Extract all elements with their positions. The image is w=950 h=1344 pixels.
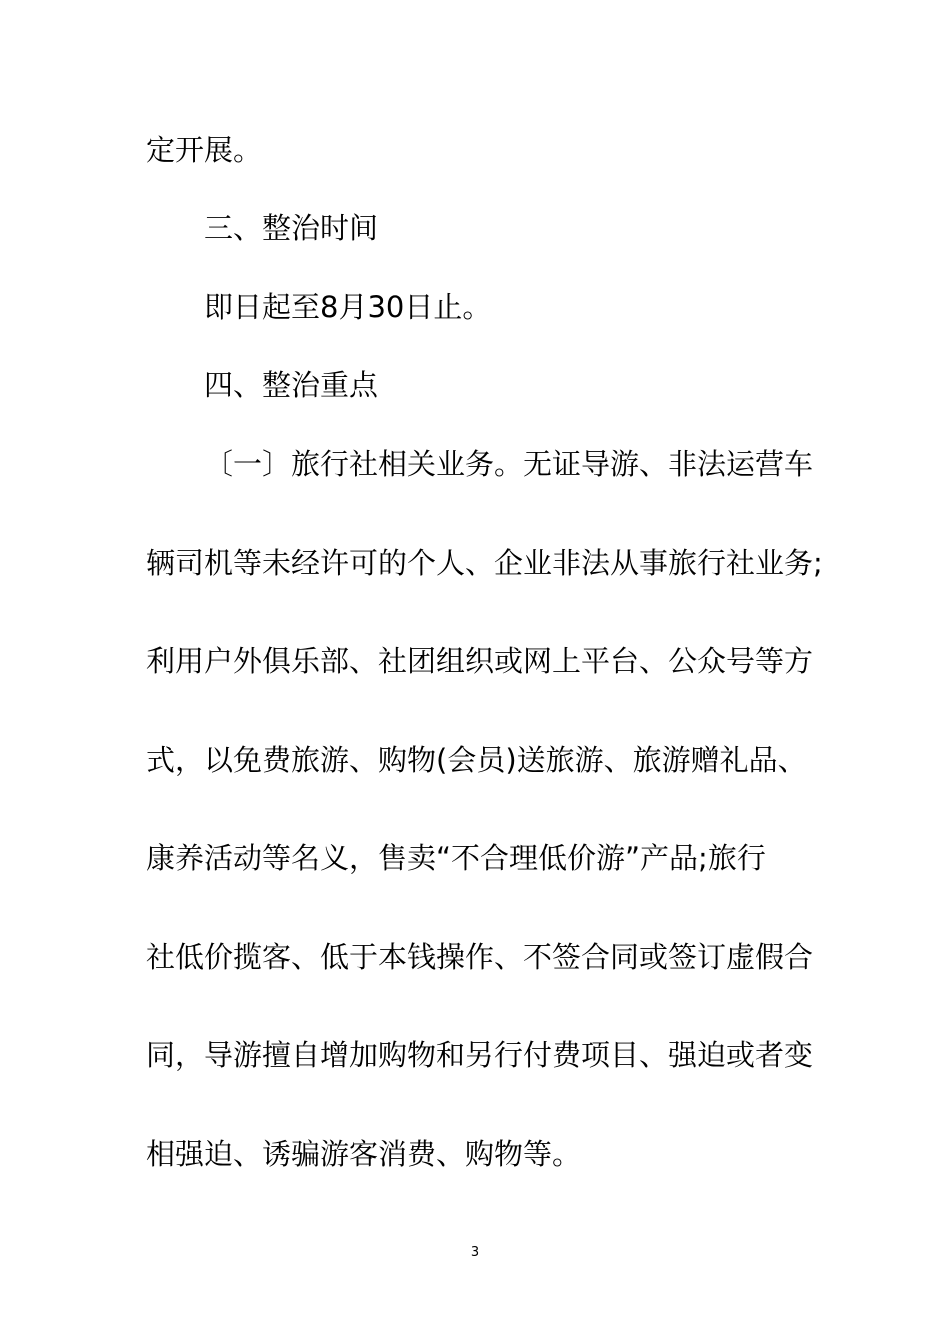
section-heading-focus: 四、整治重点 (204, 368, 379, 402)
paragraph-line: 辆司机等未经许可的个人、企业非法从事旅行社业务; (146, 546, 823, 580)
paragraph-line: 社低价揽客、低于本钱操作、不签合同或签订虚假合 (146, 940, 814, 974)
paragraph-line: 康养活动等名义，售卖“不合理低价游”产品;旅行 (146, 841, 766, 875)
paragraph-line: 利用户外俱乐部、社团组织或网上平台、公众号等方 (146, 644, 814, 678)
paragraph-line: 相强迫、诱骗游客消费、购物等。 (146, 1137, 582, 1171)
paragraph-line: 式，以免费旅游、购物(会员)送旅游、旅游赠礼品、 (146, 743, 807, 777)
paragraph-line: 定开展。 (146, 133, 263, 167)
paragraph-line: 即日起至8月30日止。 (204, 290, 492, 324)
paragraph-line: 同，导游擅自增加购物和另行付费项目、强迫或者变 (146, 1038, 814, 1072)
section-heading-time: 三、整治时间 (204, 211, 379, 245)
paragraph-line: 〔一〕旅行社相关业务。无证导游、非法运营车 (204, 447, 814, 481)
page-number: 3 (470, 1245, 480, 1260)
